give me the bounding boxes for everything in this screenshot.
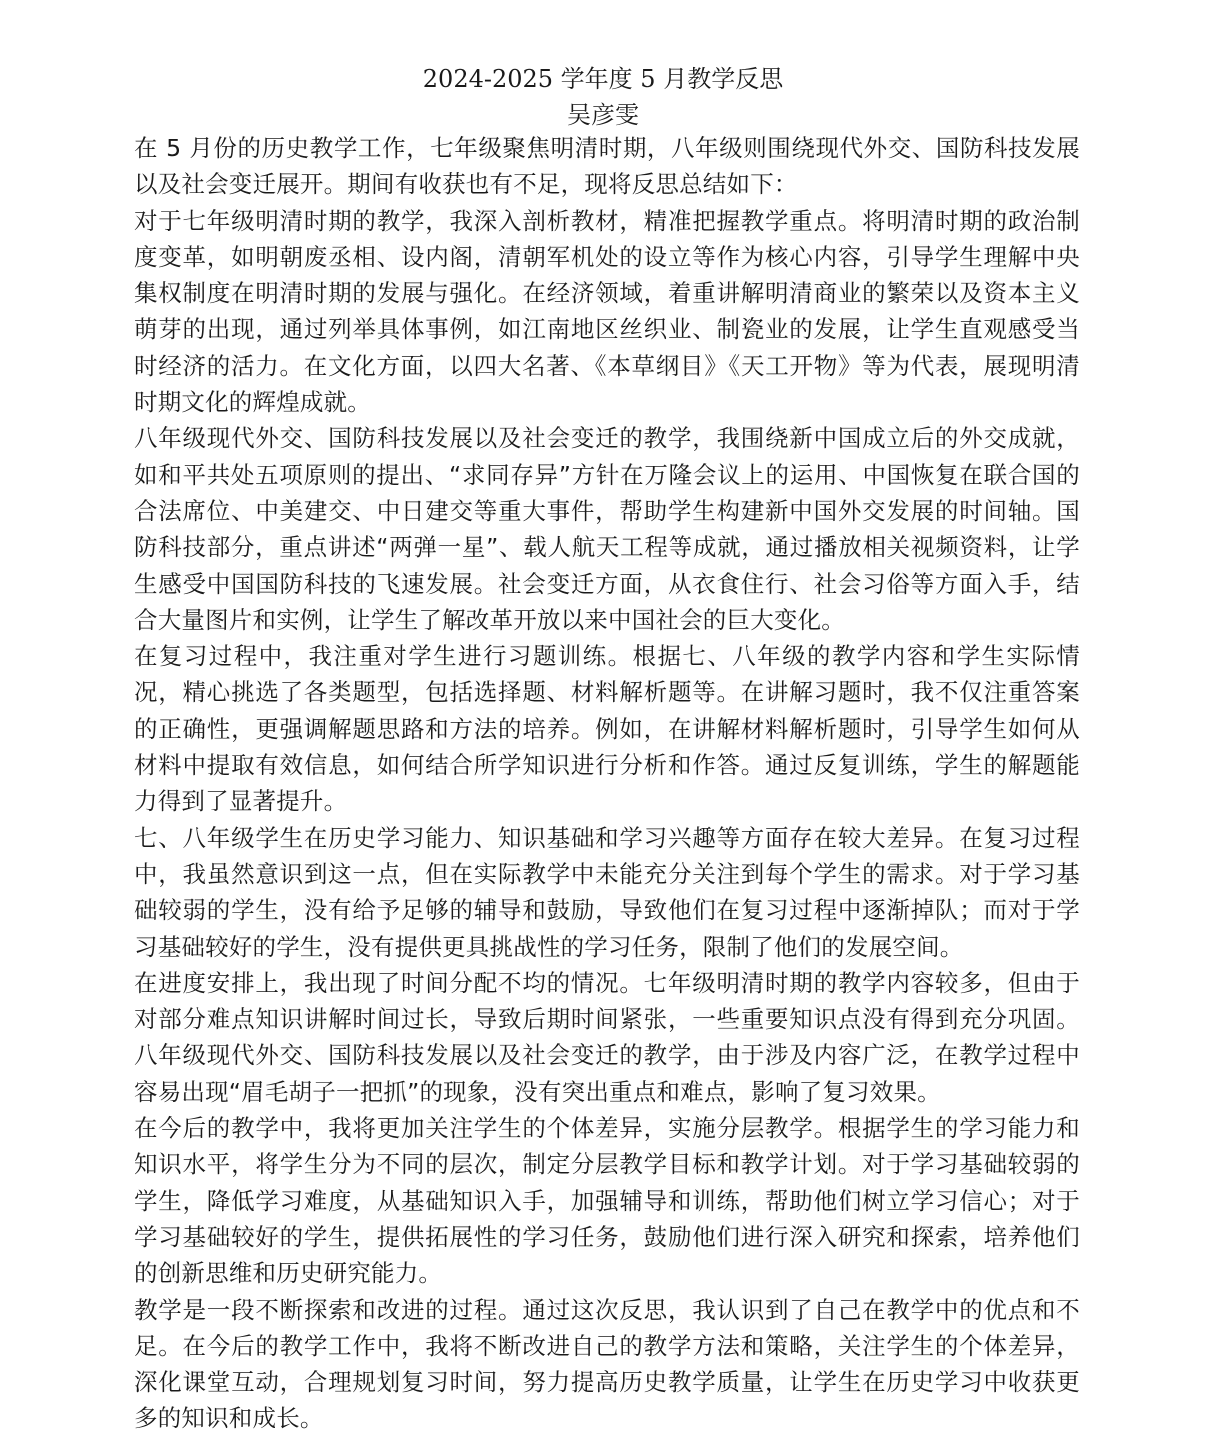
paragraph-student-differences: 七、八年级学生在历史学习能力、知识基础和学习兴趣等方面存在较大差异。在复习过程中，我虽然意识到这一点，但在实际教学中未能充分关注到每个学生的需求。对于学习基础较弱的学生，没有给予足够的辅导和鼓励，导致他们在复习过程中逐渐掉队；而对于学习基础较好的学生，没有提供更具挑战性的学习任务，限制了他们的发展空间。 xyxy=(134,823,1080,961)
paragraph-conclusion: 教学是一段不断探索和改进的过程。通过这次反思，我认识到了自己在教学中的优点和不足。在今后的教学工作中，我将不断改进自己的教学方法和策略，关注学生的个体差异，深化课堂互动，合理规划复习时间，努力提高历史教学质量，让学生在历史学习中收获更多的知识和成长。 xyxy=(134,1295,1080,1433)
paragraph-grade7-teaching: 对于七年级明清时期的教学，我深入剖析教材，精准把握教学重点。将明清时期的政治制度变革，如明朝废丞相、设内阁，清朝军机处的设立等作为核心内容，引导学生理解中央集权制度在明清时期的发展与强化。在经济领域，着重讲解明清商业的繁荣以及资本主义萌芽的出现，通过列举具体事例，如江南地区丝织业、制瓷业的发展，让学生直观感受当时经济的活力。在文化方面，以四大名著、《本草纲目》《天工开物》等为代表，展现明清时期文化的辉煌成就。 xyxy=(134,206,1080,417)
document-body xyxy=(134,130,1080,1437)
paragraph-exercise-training: 在复习过程中，我注重对学生进行习题训练。根据七、八年级的教学内容和学生实际情况，精心挑选了各类题型，包括选择题、材料解析题等。在讲解习题时，我不仅注重答案的正确性，更强调解题思路和方法的培养。例如，在讲解材料解析题时，引导学生如何从材料中提取有效信息，如何结合所学知识进行分析和作答。通过反复训练，学生的解题能力得到了显著提升。 xyxy=(134,642,1080,816)
paragraph-grade8-teaching: 八年级现代外交、国防科技发展以及社会变迁的教学，我围绕新中国成立后的外交成就，如和平共处五项原则的提出、“求同存异”方针在万隆会议上的运用、中国恢复在联合国的合法席位、中美建交、中日建交等重大事件，帮助学生构建新中国外交发展的时间轴。国防科技部分，重点讲述“两弹一星”、载人航天工程等成就，通过播放相关视频资料，让学生感受中国国防科技的飞速发展。社会变迁方面，从衣食住行、社会习俗等方面入手，结合大量图片和实例，让学生了解改革开放以来中国社会的巨大变化。 xyxy=(134,424,1080,634)
document-title: 2024-2025 学年度 5 月教学反思 xyxy=(422,65,784,93)
paragraph-future-plan: 在今后的教学中，我将更加关注学生的个体差异，实施分层教学。根据学生的学习能力和知识水平，将学生分为不同的层次，制定分层教学目标和教学计划。对于学习基础较弱的学生，降低学习难度，从基础知识入手，加强辅导和训练，帮助他们树立学习信心；对于学习基础较好的学生，提供拓展性的学习任务，鼓励他们进行深入研究和探索，培养他们的创新思维和历史研究能力。 xyxy=(134,1114,1080,1288)
paragraph-schedule-issues: 在进度安排上，我出现了时间分配不均的情况。七年级明清时期的教学内容较多，但由于对部分难点知识讲解时间过长，导致后期时间紧张，一些重要知识点没有得到充分巩固。八年级现代外交、国防科技发展以及社会变迁的教学，由于涉及内容广泛，在教学过程中容易出现“眉毛胡子一把抓”的现象，没有突出重点和难点，影响了复习效果。 xyxy=(134,968,1080,1106)
paragraph-intro: 在 5 月份的历史教学工作，七年级聚焦明清时期，八年级则围绕现代外交、国防科技发展以及社会变迁展开。期间有收获也有不足，现将反思总结如下： xyxy=(134,134,1080,199)
author-name: 吴彦雯 xyxy=(567,101,639,129)
